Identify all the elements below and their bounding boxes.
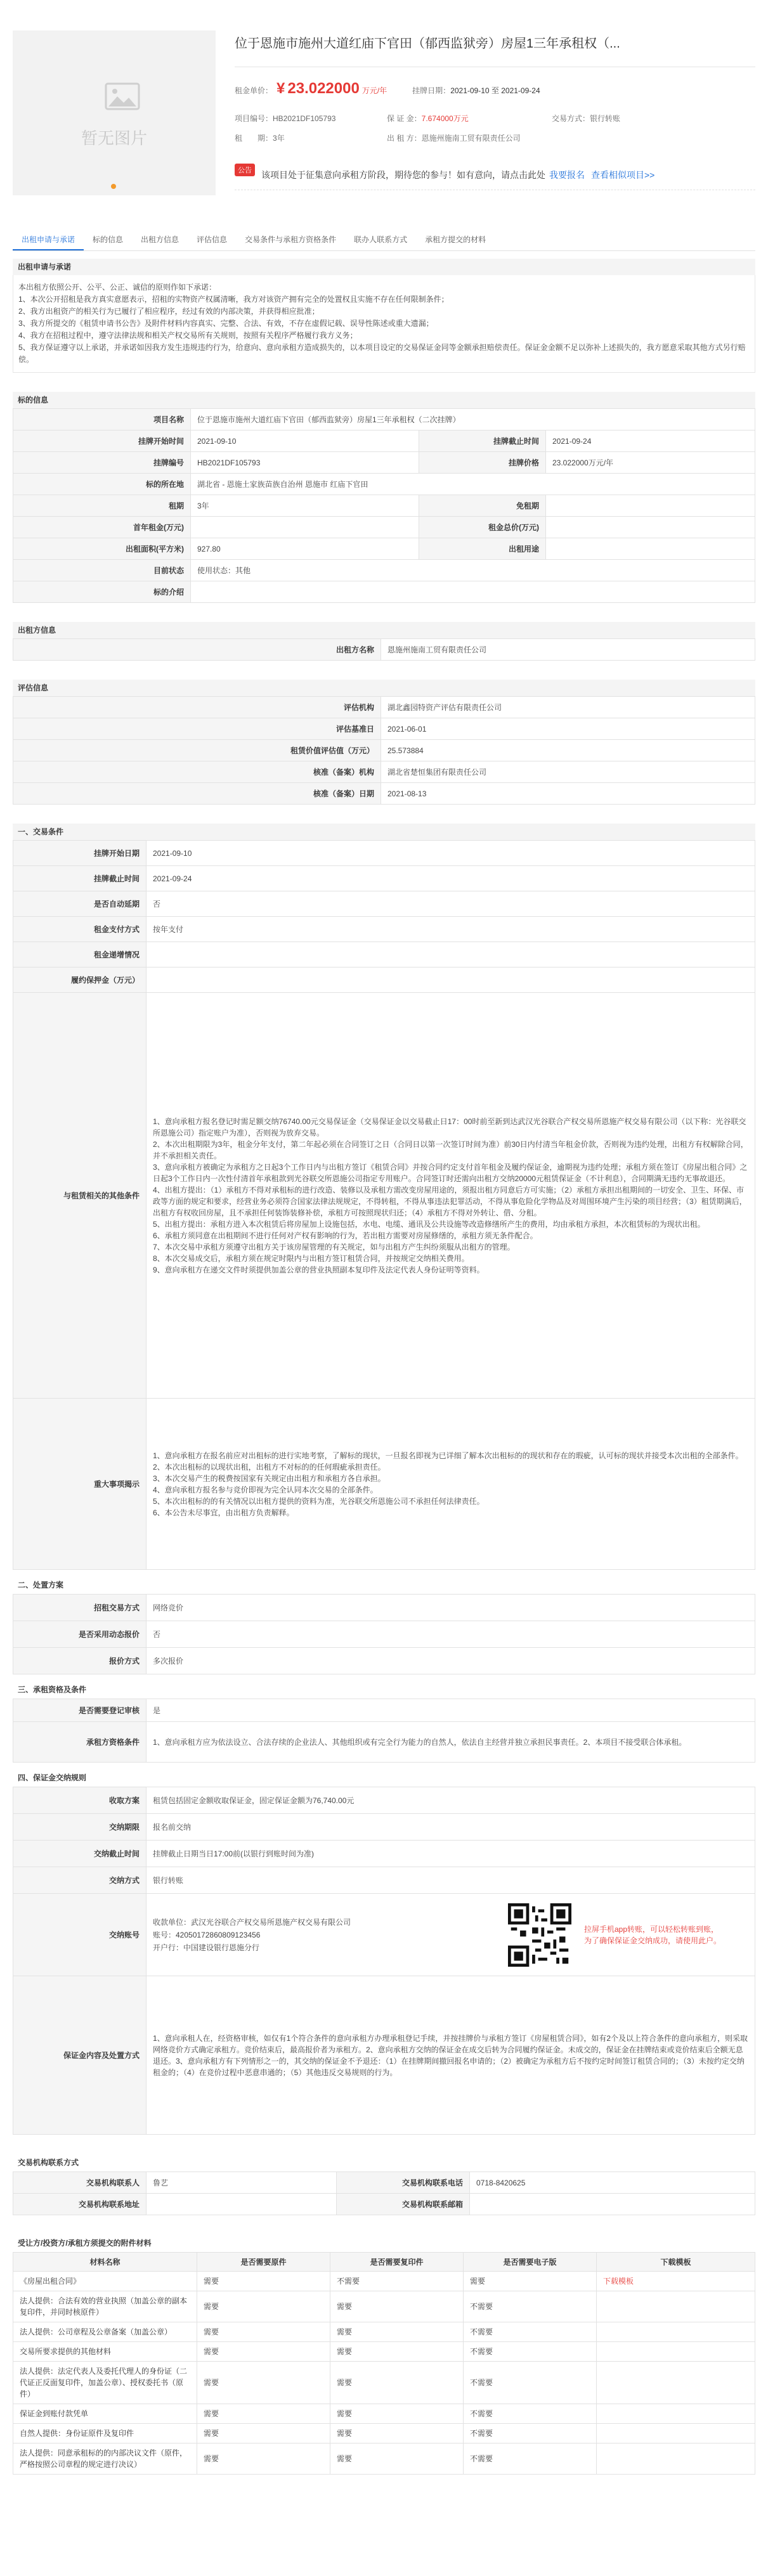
field-value: 不需要: [464, 2342, 597, 2362]
field-value: 需要: [330, 2342, 464, 2362]
field-value: 2021-09-24: [146, 866, 755, 891]
field-value: 需要: [197, 2322, 330, 2342]
field-value: 银行转账: [146, 1867, 755, 1894]
field-label: 交纳期限: [13, 1814, 146, 1841]
field-value: 《房屋出租合同》: [13, 2272, 197, 2291]
apply-line: 1、本次公开招租是我方真实意愿表示，招租的实物资产权属清晰，我方对该资产拥有完全的处置权且实施不存在任何限制条件；: [18, 295, 449, 304]
field-value: 2021-09-24: [546, 430, 755, 452]
field-label: 挂牌截止时间: [13, 866, 146, 891]
section-title: 受让方/投资方/承租方须提交的附件材料: [18, 2239, 152, 2248]
field-value: 不需要: [464, 2424, 597, 2443]
field-value: [597, 2443, 755, 2475]
section-title: 三、承租资格及条件: [18, 1685, 87, 1694]
field-label: 租赁价值评估值（万元）: [13, 740, 381, 761]
lessor: 出 租 方：恩施州施南工贸有限责任公司: [387, 134, 521, 143]
field-value: 湖北省楚恒集团有限责任公司: [381, 761, 755, 783]
field-value: 法人提供：公司章程及公章备案（加盖公章）: [13, 2322, 197, 2342]
field-label: 出租用途: [419, 538, 546, 560]
field-label: 是否自动延期: [13, 891, 146, 917]
price-value: 23.022000: [287, 80, 360, 97]
field-value: 按年支付: [146, 917, 755, 942]
risk-text: 1、意向承租方在报名前应对出租标的进行实地考察，了解标的现状，一旦报名即视为已详细了解本次出租标的的现状和存在的瑕疵，认可标的现状并接受本次出租的全部条件。 2、本次出租标的以现状出租，出租方不对标的的任何瑕疵承担责任。 3、本次交易产生的税费按国家有关规定由出租方和承租方各自承担。 4、意向承租方报名参与竞价即视为完全认同本次交易的全部条件。 5、本次出租标的的有关情况以出租方提供的资料为准，光谷联交所恩施公司不承担任何法律责任。 6、本公告未尽事宜，由出租方负责解释。: [146, 1399, 755, 1570]
table-row: [13, 2443, 755, 2475]
field-value: 多次报价: [146, 1648, 755, 1674]
field-value: [546, 517, 755, 538]
period-label: 挂牌日期：: [412, 86, 451, 95]
field-value: 1、意向承租方应为依法设立、合法存续的企业法人、其他组织或有完全行为能力的自然人，依法自主经营并独立承担民事责任。2、本项目不接受联合体承租。: [146, 1722, 755, 1763]
field-label: 租金递增情况: [13, 942, 146, 968]
field-value: 需要: [197, 2443, 330, 2475]
project-title: 位于恩施市施州大道红庙下官田（郁西监狱旁）房屋1三年承租权（...: [235, 30, 755, 67]
similar-projects-link[interactable]: 查看相似项目>>: [591, 169, 655, 180]
field-label: 租金总价(万元): [419, 517, 546, 538]
field-value: [597, 2291, 755, 2322]
field-value: 鲁艺: [146, 2172, 337, 2194]
lessor-section: [13, 622, 755, 661]
field-value: 不需要: [330, 2272, 464, 2291]
materials-table: [13, 2252, 755, 2475]
apply-line: 2、我方出租资产的相关行为已履行了相应程序，经过有效的内部决策，并获得相应批准；: [18, 307, 320, 316]
field-label: 承租方资格条件: [13, 1722, 146, 1763]
field-label: 与租赁相关的其他条件: [13, 993, 146, 1399]
field-value: 保证金到账付款凭单: [13, 2404, 197, 2424]
field-value: 需要: [197, 2272, 330, 2291]
field-value: [470, 2194, 755, 2215]
field-label: 目前状态: [13, 560, 191, 581]
apply-body: [13, 275, 755, 373]
field-value: 是: [146, 1699, 755, 1722]
field-value: 需要: [197, 2404, 330, 2424]
field-value: [146, 968, 755, 993]
field-value: [597, 2404, 755, 2424]
field-label: 重大事项揭示: [13, 1399, 146, 1570]
field-label: 首年租金(万元): [13, 517, 191, 538]
field-value: [546, 495, 755, 517]
field-label: 交易机构联系电话: [337, 2172, 470, 2194]
field-value: 法人提供：同意承租标的的内部决议文件（原件，严格按照公司章程的规定进行决议）: [13, 2443, 197, 2475]
project-summary: [235, 113, 755, 143]
field-value: [597, 2342, 755, 2362]
field-value: 法人提供：合法有效的营业执照（加盖公章的副本复印件，并同时核原件）: [13, 2291, 197, 2322]
project-info: [216, 30, 755, 209]
disposal-section: [13, 1576, 755, 1674]
field-label: 是否采用动态报价: [13, 1621, 146, 1648]
field-label: 交易机构联系邮箱: [337, 2194, 470, 2215]
section-title: 二、处置方案: [18, 1581, 64, 1589]
field-value: 2021-09-10: [146, 841, 755, 866]
section-title: 评估信息: [13, 680, 755, 696]
field-label: 履约保押金（万元）: [13, 968, 146, 993]
field-value: [597, 2424, 755, 2443]
deposit-table: [13, 1787, 755, 2135]
qr-hint: 拉屏手机app转账，可以轻松转账到账，为了确保保证金交纳成功，请使用此户。: [584, 1924, 722, 1945]
section-title: 出租方信息: [13, 622, 755, 638]
field-value: 3年: [191, 495, 419, 517]
tab-materials[interactable]: 承租方提交的材料: [425, 235, 486, 244]
tab-subject[interactable]: 标的信息: [93, 235, 124, 244]
field-label: 租期: [13, 495, 191, 517]
field-label: 标的所在地: [13, 474, 191, 495]
column-header: 是否需要复印件: [330, 2253, 464, 2272]
table-row: [13, 2362, 755, 2404]
field-value: [546, 538, 755, 560]
field-value: 交易所要求提供的其他材料: [13, 2342, 197, 2362]
field-label: 租金支付方式: [13, 917, 146, 942]
table-row: [13, 2322, 755, 2342]
field-value: [191, 517, 419, 538]
field-value: [597, 2272, 755, 2291]
assessment-section: [13, 680, 755, 805]
field-label: 挂牌开始日期: [13, 841, 146, 866]
field-value: 位于恩施市施州大道红庙下官田（郁西监狱旁）房屋1三年承租权（二次挂牌）: [191, 409, 755, 430]
lessor-table: [13, 638, 755, 661]
price-unit: 万元/年: [361, 86, 387, 95]
price-symbol: ¥: [277, 80, 285, 97]
contact-section: [13, 2154, 755, 2215]
section-title: 交易机构联系方式: [18, 2158, 79, 2167]
field-value: 2021-08-13: [381, 783, 755, 805]
download-template-link[interactable]: 下载模板: [603, 2277, 634, 2286]
field-value: 自然人提供：身份证原件及复印件: [13, 2424, 197, 2443]
field-value: 需要: [330, 2443, 464, 2475]
field-label: 是否需要登记审核: [13, 1699, 146, 1722]
field-value: 23.022000万元/年: [546, 452, 755, 474]
subject-section: [13, 392, 755, 603]
field-label: 挂牌价格: [419, 452, 546, 474]
field-value: 使用状态：其他: [191, 560, 755, 581]
tab-lessor[interactable]: 出租方信息: [141, 235, 179, 244]
field-value: 法人提供：法定代表人及委托代理人的身份证（二代证正反面复印件，加盖公章）、授权委托书（原件）: [13, 2362, 197, 2404]
field-value: 湖北鑫园特资产评估有限责任公司: [381, 697, 755, 718]
field-value: 25.573884: [381, 740, 755, 761]
field-label: 交易机构联系地址: [13, 2194, 146, 2215]
field-value: 不需要: [464, 2322, 597, 2342]
field-value: 不需要: [464, 2291, 597, 2322]
field-label: 挂牌开始时间: [13, 430, 191, 452]
field-value: 租赁包括固定金额收取保证金，固定保证金额为76,740.00元: [146, 1787, 755, 1814]
contact-table: [13, 2171, 755, 2215]
field-value: 927.80: [191, 538, 419, 560]
materials-section: [13, 2234, 755, 2475]
field-label: 交纳截止时间: [13, 1841, 146, 1867]
field-label: 挂牌截止时间: [419, 430, 546, 452]
table-row: [13, 2291, 755, 2322]
field-label: 评估机构: [13, 697, 381, 718]
field-label: 挂牌编号: [13, 452, 191, 474]
disposal-table: [13, 1594, 755, 1674]
register-link[interactable]: 我要报名: [549, 169, 585, 180]
notice-text: 该项目处于征集意向承租方阶段，期待您的参与！如有意向，请点击此处: [261, 169, 545, 180]
table-row: [13, 2424, 755, 2443]
tab-assessment[interactable]: 评估信息: [197, 235, 228, 244]
price-row: [235, 80, 755, 101]
field-label: 交纳方式: [13, 1867, 146, 1894]
table-row: [13, 2272, 755, 2291]
field-value: 不需要: [464, 2404, 597, 2424]
field-label: 交易机构联系人: [13, 2172, 146, 2194]
field-value: 需要: [197, 2291, 330, 2322]
section-tabs: [13, 228, 755, 251]
apply-section: [13, 259, 755, 373]
tab-apply[interactable]: 出租申请与承诺: [13, 228, 84, 250]
field-value: 不需要: [464, 2443, 597, 2475]
qualification-section: [13, 1681, 755, 1763]
section-title: 出租申请与承诺: [13, 259, 755, 275]
field-value: 0718-8420625: [470, 2172, 755, 2194]
field-value: [146, 2194, 337, 2215]
field-value: 需要: [197, 2342, 330, 2362]
carousel-dot[interactable]: [111, 184, 116, 189]
field-value: 报名前交纳: [146, 1814, 755, 1841]
tab-conditions[interactable]: 交易条件与承租方资格条件: [245, 235, 337, 244]
terms-table: [13, 840, 755, 1570]
deposit: 保 证 金：7.674000万元: [387, 114, 469, 123]
column-header: 材料名称: [13, 2253, 197, 2272]
field-value: 需要: [197, 2362, 330, 2404]
deposit-handling-text: 1、意向承租人在，经资格审核，如仅有1个符合条件的意向承租方办理承租登记手续，并按挂牌价与承租方签订《房屋租赁合同》，如有2个及以上符合条件的意向承租方，则采取网络竞价方式确定承租方。竞价结束后，最高报价者为承租方。2、意向承租方交纳的保证金在成交后转为合同履约保证金。未成交的，保证金在挂牌结束或竞价结束后全额无息退还。3、意向承租方有下列情形之一的，其交纳的保证金不予退还：（1）在挂牌期间撤回报名申请的；（2）被确定为承租方后不按约定时间签订租赁合同的；（3）未按约定交纳租金的；（4）在竞价过程中恶意串通的；（5）其他违反交易规则的行为。: [146, 1976, 755, 2135]
field-value: 挂牌截止日期当日17:00前(以银行到账时间为准): [146, 1841, 755, 1867]
field-label: 标的介绍: [13, 581, 191, 603]
field-value: 恩施州施南工贸有限责任公司: [381, 639, 755, 661]
table-row: [13, 2342, 755, 2362]
field-label: 核准（备案）机构: [13, 761, 381, 783]
column-header: 是否需要电子版: [464, 2253, 597, 2272]
field-label: 招租交易方式: [13, 1595, 146, 1621]
notice-badge: 公告: [235, 164, 255, 176]
assessment-table: [13, 696, 755, 805]
deposit-section: [13, 1769, 755, 2135]
field-value: 需要: [330, 2404, 464, 2424]
no-image-text: 暂无图片: [81, 129, 147, 148]
section-title: 一、交易条件: [13, 824, 755, 840]
field-value: 否: [146, 1621, 755, 1648]
field-value: 需要: [330, 2362, 464, 2404]
qr-code-icon[interactable]: [508, 1903, 571, 1967]
field-label: 出租面积(平方米): [13, 538, 191, 560]
table-row: [13, 2404, 755, 2424]
field-value: 需要: [197, 2424, 330, 2443]
field-value: 网络竞价: [146, 1595, 755, 1621]
section-title: 标的信息: [13, 392, 755, 408]
subject-table: [13, 408, 755, 603]
field-value: [146, 942, 755, 968]
project-header: [13, 0, 755, 209]
apply-line: 5、我方保证遵守以上承诺，并承诺如因我方发生违规违约行为，给意向、意向承租方造成损失的，以本项目设定的交易保证金同等金额承担赔偿责任。保证金金额不足以弥补上述损失的，我方愿意采取其他方式另行赔偿。: [18, 343, 746, 364]
qualification-table: [13, 1699, 755, 1763]
field-label: 交纳账号: [13, 1894, 146, 1976]
field-value: [597, 2322, 755, 2342]
field-label: 项目名称: [13, 409, 191, 430]
account-info: 收款单位：武汉光谷联合产权交易所恩施产权交易有限公司 账号：42050172860809123456 开户行：中国建设银行恩施分行 拉屏手机app转账，可以轻松转账到账，为了确保保证金交纳成功，请使用此户。: [146, 1894, 755, 1976]
term: 租 期：3年: [235, 134, 285, 143]
field-value: 需要: [330, 2424, 464, 2443]
conditions-section: [13, 824, 755, 1570]
field-value: 需要: [330, 2291, 464, 2322]
field-value: 需要: [330, 2322, 464, 2342]
field-label: 出租方名称: [13, 639, 381, 661]
field-value: HB2021DF105793: [191, 452, 419, 474]
field-value: 2021-09-10: [191, 430, 419, 452]
apply-line: 4、我方在招租过程中，遵守法律法规和相关产权交易所有关规则，按照有关程序严格履行我方义务；: [18, 331, 358, 340]
image-placeholder-icon: [105, 82, 140, 110]
apply-line: 本出租方依照公开、公平、公正、诚信的原则作如下承诺：: [18, 283, 217, 292]
field-value: 湖北省 - 恩施土家族苗族自治州 恩施市 红庙下官田: [191, 474, 755, 495]
notice-bar: [235, 160, 755, 190]
field-value: 需要: [464, 2272, 597, 2291]
project-no: 项目编号：HB2021DF105793: [235, 114, 336, 123]
field-value: 不需要: [464, 2362, 597, 2404]
apply-line: 3、我方所提交的《租赁申请书公告》及附件材料内容真实、完整、合法、有效，不存在虚假记载、误导性陈述或重大遗漏；: [18, 319, 434, 328]
field-label: 报价方式: [13, 1648, 146, 1674]
field-value: [597, 2362, 755, 2404]
column-header: 是否需要原件: [197, 2253, 330, 2272]
tab-contact[interactable]: 联办人联系方式: [354, 235, 408, 244]
field-value: 否: [146, 891, 755, 917]
column-header: 下载模板: [597, 2253, 755, 2272]
field-label: 免租期: [419, 495, 546, 517]
price-label: 租金单价：: [235, 86, 273, 95]
section-title: 四、保证金交纳规则: [18, 1773, 87, 1782]
field-value: [191, 581, 755, 603]
project-thumbnail: [13, 30, 216, 195]
other-conditions-text: 1、意向承租方报名登记时需足额交纳76740.00元交易保证金（交易保证金以交易截止日17：00时前至新到达武汉光谷联合产权交易所恩施产权交易有限公司（以下称：光谷联交所恩施公司）指定账户为准），否则视为放弃交易。 2、本次出租期限为3年，租金分年支付，第二年起必须在合同签订之日（合同日以第一次签订时间为准）前30日内付清当年租金价款，否则视为违约处理，出租方有权解除合同，并不承担相关责任。 3、意向承租方被确定为承租方之日起3个工作日内与出租方签订《租赁合同》并按合同约定支付首年租金及履约保证金，逾期视为违约处理；承租方须在签订《房屋出租合同》之日起3个工作日内一次性付清首年承租款到光谷联交所恩施公司指定专用账户。合同签订时还需向出租方交纳20000元租赁保证金（不计利息），合同期满无违约无事故退还。 4、出租方提出：（1）承租方不得对承租标的进行改造、装修以及承租方需改变房屋用途的，须报出租方同意后方可实施；（2）承租方承担出租期间的一切安全、卫生、环保、市政等方面的规定和要求，经营业务必须符合国家法律法规规定，不得转租，不得从事违法犯罪活动，不得从事危险化学物品及对周围环境产生污染的项目经营；（3）租赁期满后，出租方有权收回房屋，且不承担任何装饰装修补偿，承租方可按照现状归还；（4）承租方不得对外转让、借、分租。 5、出租方提出：承租方进入本次租赁后将房屋加上设施包括，水电、电缆、通讯及公共设施等改造修缮所产生的费用，均由承租方承担，本次租赁标的为现状出租。 6、承租方须同意在出租期间不进行任何对产权有影响的行为，若出租方需要对房屋修缮的，承租方须无条件配合。 7、本次交易中承租方须遵守出租方关于该房屋管理的有关规定，如与出租方产生纠纷须服从出租方的管理。 8、本次交易成交后，承租方须在规定时限内与出租方签订租赁合同，并按规定交纳相关费用。 9、意向承租方在递交文件时须提供加盖公章的营业执照副本复印件及法定代表人身份证明等资料。: [146, 993, 755, 1399]
trade-mode: 交易方式：银行转账: [552, 114, 621, 123]
period-value: 2021-09-10 至 2021-09-24: [450, 86, 540, 95]
field-label: 保证金内容及处置方式: [13, 1976, 146, 2135]
field-label: 收取方案: [13, 1787, 146, 1814]
field-value: 2021-06-01: [381, 718, 755, 740]
field-label: 核准（备案）日期: [13, 783, 381, 805]
field-label: 评估基准日: [13, 718, 381, 740]
